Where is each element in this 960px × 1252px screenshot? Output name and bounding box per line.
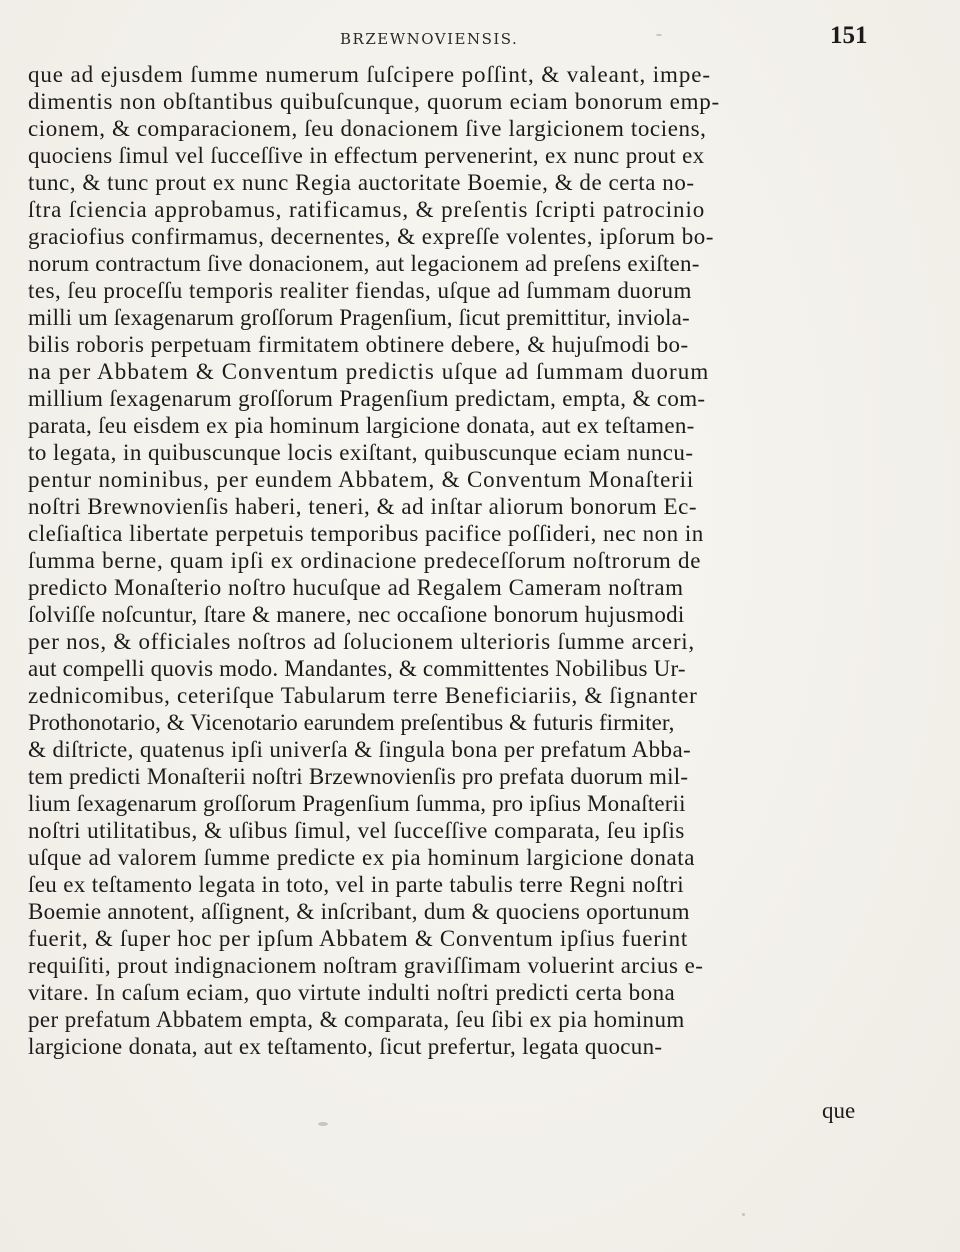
text-line: que ad ejusdem ſumme numerum ſuſcipere poſſint, & valeant, impe- bbox=[28, 62, 711, 87]
text-line: per nos, & officiales noſtros ad ſolucionem ulterioris ſumme arceri, bbox=[28, 629, 695, 654]
text-line: millium ſexagenarum groſſorum Pragenſium predictam, empta, & com- bbox=[28, 386, 706, 411]
catchword: que bbox=[822, 1098, 856, 1123]
text-line: ſtra ſciencia approbamus, ratificamus, & preſentis ſcripti patrocinio bbox=[28, 197, 706, 222]
text-line: zednicomibus, ceteriſque Tabularum terre Beneficiariis, & ſignanter bbox=[28, 683, 698, 708]
text-line: noſtri Brewnovienſis haberi, teneri, & ad inſtar aliorum bonorum Ec- bbox=[28, 494, 698, 519]
text-line: ſumma berne, quam ipſi ex ordinacione predeceſſorum noſtrorum de bbox=[28, 548, 702, 573]
text-line: tes, ſeu proceſſu temporis realiter fiendas, uſque ad ſummam duorum bbox=[28, 278, 692, 303]
text-line: parata, ſeu eisdem ex pia hominum largicione donata, aut ex teſtamen- bbox=[28, 413, 695, 438]
text-line: per prefatum Abbatem empta, & comparata, ſeu ſibi ex pia hominum bbox=[28, 1007, 685, 1032]
text-line: to legata, in quibuscunque locis exiſtant, quibuscunque eciam nuncu- bbox=[28, 440, 694, 465]
paper-speck bbox=[656, 34, 662, 36]
text-line: Prothonotario, & Vicenotario earundem preſentibus & futuris firmiter, bbox=[28, 710, 675, 735]
text-line: ſolviſſe noſcuntur, ſtare & manere, nec occaſione bonorum hujusmodi bbox=[28, 602, 685, 627]
text-line: Boemie annotent, aſſignent, & inſcribant, dum & quociens oportunum bbox=[28, 899, 690, 924]
text-line: uſque ad valorem ſumme predicte ex pia hominum largicione donata bbox=[28, 845, 696, 870]
text-line: quociens ſimul vel ſucceſſive in effectum pervenerint, ex nunc prout ex bbox=[28, 143, 705, 168]
text-line: ſeu ex teſtamento legata in toto, vel in parte tabulis terre Regni noſtri bbox=[28, 872, 684, 897]
text-line: lium ſexagenarum groſſorum Pragenſium ſumma, pro ipſius Monaſterii bbox=[28, 791, 686, 816]
text-line: dimentis non obſtantibus quibuſcunque, quorum eciam bonorum emp- bbox=[28, 89, 720, 114]
text-line: tunc, & tunc prout ex nunc Regia auctoritate Boemie, & de certa no- bbox=[28, 170, 695, 195]
text-line: vitare. In caſum eciam, quo virtute indulti noſtri predicti certa bona bbox=[28, 980, 676, 1005]
text-line: & diſtricte, quatenus ipſi univerſa & ſingula bona per prefatum Abba- bbox=[28, 737, 692, 762]
text-line: aut compelli quovis modo. Mandantes, & committentes Nobilibus Ur- bbox=[28, 656, 686, 681]
text-line: milli um ſexagenarum groſſorum Pragenſium, ſicut premittitur, inviola- bbox=[28, 305, 690, 330]
paper-speck bbox=[742, 1213, 745, 1216]
running-head-title: BRZEWNOVIENSIS. bbox=[340, 30, 519, 48]
paper-speck bbox=[318, 1122, 328, 1126]
text-line: requiſiti, prout indignacionem noſtram graviſſimam voluerint arcius e- bbox=[28, 953, 704, 978]
text-line: largicione donata, aut ex teſtamento, ſicut prefertur, legata quocun- bbox=[28, 1034, 663, 1059]
text-line: norum contractum ſive donacionem, aut legacionem ad preſens exiſten- bbox=[28, 251, 700, 276]
text-line: pentur nominibus, per eundem Abbatem, & Conventum Monaſterii bbox=[28, 467, 695, 492]
page-number: 151 bbox=[830, 22, 868, 49]
text-line: predicto Monaſterio noſtro hucuſque ad Regalem Cameram noſtram bbox=[28, 575, 684, 600]
text-line: cleſiaſtica libertate perpetuis temporibus pacifice poſſideri, nec non in bbox=[28, 521, 704, 546]
text-line: bilis roboris perpetuam firmitatem obtinere debere, & hujuſmodi bo- bbox=[28, 332, 689, 357]
text-line: fuerit, & ſuper hoc per ipſum Abbatem & Conventum ipſius fuerint bbox=[28, 926, 688, 951]
text-line: graciofius confirmamus, decernentes, & expreſſe volentes, ipſorum bo- bbox=[28, 224, 714, 249]
running-head bbox=[0, 22, 960, 62]
text-line: noſtri utilitatibus, & uſibus ſimul, vel ſucceſſive comparata, ſeu ipſis bbox=[28, 818, 685, 843]
text-line: na per Abbatem & Conventum predictis uſque ad ſummam duorum bbox=[28, 359, 710, 384]
text-line: tem predicti Monaſterii noſtri Brzewnovienſis pro prefata duorum mil- bbox=[28, 764, 689, 789]
text-line: cionem, & comparacionem, ſeu donacionem ſive largicionem tociens, bbox=[28, 116, 707, 141]
